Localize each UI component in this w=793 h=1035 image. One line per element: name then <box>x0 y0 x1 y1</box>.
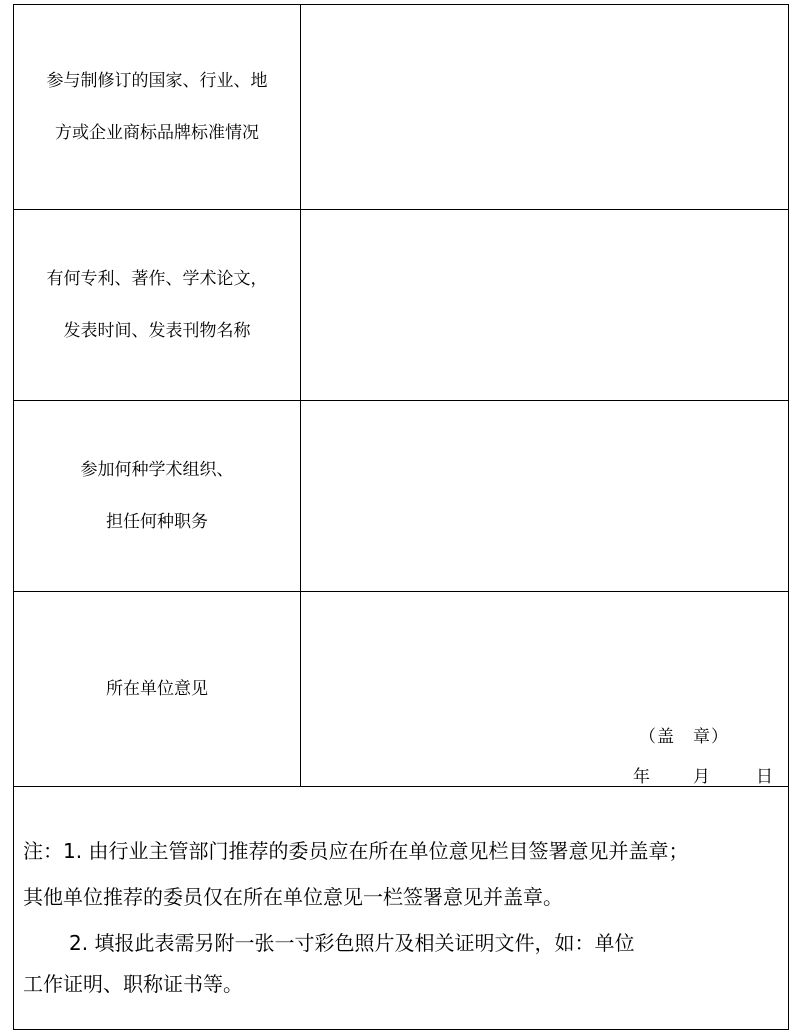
row-unit-opinion <box>14 592 788 787</box>
row-standards <box>14 5 788 210</box>
row-organizations <box>14 401 788 592</box>
label-line: 担任何种职务 <box>106 512 208 532</box>
label-line: 发表时间、发表刊物名称 <box>63 321 251 341</box>
note-line: 工作证明、职称证书等。 <box>23 972 243 996</box>
label-line: 方或企业商标品牌标准情况 <box>55 123 259 143</box>
label-line: 参加何种学术组织、 <box>80 460 234 480</box>
label-patents <box>14 210 301 400</box>
date-year: 年 <box>633 767 650 787</box>
field-unit-opinion[interactable] <box>301 592 788 786</box>
note-line: 注：1. 由行业主管部门推荐的委员应在所在单位意见栏目签署意见并盖章； <box>23 839 689 863</box>
label-standards <box>14 5 301 209</box>
note-line: 其他单位推荐的委员仅在所在单位意见一栏签署意见并盖章。 <box>23 885 563 909</box>
label-organizations <box>14 401 301 591</box>
row-patents <box>14 210 788 401</box>
note-line: 2. 填报此表需另附一张一寸彩色照片及相关证明文件，如：单位 <box>69 931 635 955</box>
label-line: 有何专利、著作、学术论文， <box>46 269 268 289</box>
field-patents[interactable] <box>301 210 788 400</box>
field-organizations[interactable] <box>301 401 788 591</box>
label-line: 参与制修订的国家、行业、地 <box>46 71 268 91</box>
date-day: 日 <box>756 767 773 787</box>
seal-placeholder: （盖 章） <box>639 727 729 747</box>
date-month: 月 <box>693 767 710 787</box>
label-line: 所在单位意见 <box>106 679 208 699</box>
field-standards[interactable] <box>301 5 788 209</box>
application-form-table <box>13 4 789 1030</box>
label-unit-opinion <box>14 592 301 786</box>
notes-section <box>14 787 788 1030</box>
